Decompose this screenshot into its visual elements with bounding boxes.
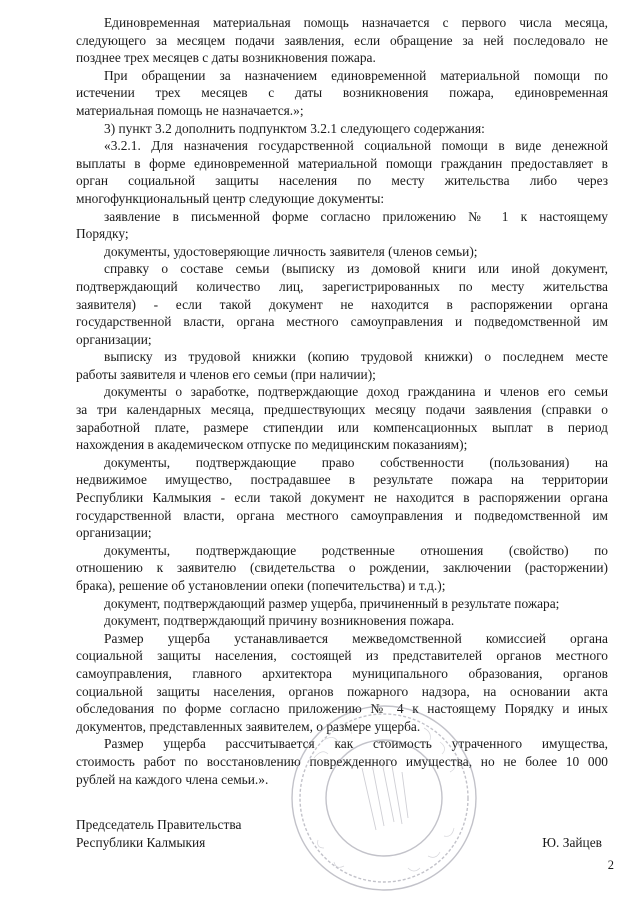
paragraph-line: выписку из трудовой книжки (копию трудовой книжки) о последнем месте [104,349,608,365]
signatory-position-line1: Председатель Правительства [76,817,242,832]
paragraph-line: самоуправления, главного архитектора муниципального образования, органов [76,665,608,681]
paragraph-line: заявителя) - если такой документ не находится в распоряжении органа [76,296,608,312]
paragraph-line: государственной власти, органа местного самоуправления и подведомственной им [76,507,608,523]
paragraph-line: документ, подтверждающий размер ущерба, причиненный в результате пожара; [104,595,560,611]
paragraph-line: выплаты в форме единовременной материальной помощи гражданин предоставляет в [76,155,608,171]
paragraph-line: организации; [76,331,152,347]
paragraph-line: Размер ущерба рассчитывается как стоимость утраченного имущества, [104,736,608,752]
paragraph-line: государственной власти, органа местного самоуправления и подведомственной им [76,314,608,330]
paragraph-line: заявление в письменной форме согласно приложению № 1 к настоящему [104,208,608,224]
paragraph-line: документы, подтверждающие право собственности (пользования) на [104,454,608,470]
official-seal-stamp [284,698,484,898]
paragraph-line: отношению к заявителю (свидетельства о рождении, заключении (расторжении) [76,560,608,576]
document-body [76,14,608,788]
paragraph-line: Единовременная материальная помощь назначается с первого числа месяца, [104,15,608,30]
paragraph-line: заработной плате, размере стипендии или компенсационных выплат в период [76,419,608,435]
paragraph-line: Размер ущерба устанавливается межведомственной комиссией органа [104,630,608,646]
paragraph-line: за три календарных месяца, предшествующих месяцу подачи заявления (справки о [76,402,608,418]
paragraph-line: позднее трех месяцев с даты возникновения пожара. [76,50,376,66]
paragraph-line: орган социальной защиты населения по месту жительства либо через [76,173,608,189]
signatory-position-line2: Республики Калмыкия [76,834,206,850]
paragraph-line: работы заявителя и членов его семьи (при наличии); [76,366,376,382]
paragraph-line: документы о заработке, подтверждающие доход гражданина и членов его семьи [104,384,608,400]
paragraph-line: 3) пункт 3.2 дополнить подпунктом 3.2.1 следующего содержания: [104,120,485,136]
paragraph-line: При обращении за назначением единовременной материальной помощи по [104,67,608,83]
paragraph-line: справку о составе семьи (выписку из домовой книги или иной документ, [104,261,608,277]
signature-block [76,816,608,851]
paragraph-line: подтверждающий количество лиц, зарегистрированных по месту жительства [76,278,608,294]
paragraph-line: обследования по форме согласно приложению № 4 к настоящему Порядку и иных [76,701,608,717]
paragraph-line: Порядку; [76,226,129,242]
paragraph-line: «3.2.1. Для назначения государственной социальной помощи в виде денежной [104,138,608,154]
paragraph-line: нахождения в академическом отпуске по медицинским показаниям); [76,437,468,453]
paragraph-line: брака), решение об установлении опеки (попечительства) и т.д.); [76,578,446,593]
paragraph-line: стоимость работ по восстановлению поврежденного имущества, но не более 10 000 [76,753,608,769]
paragraph-line: документы, подтверждающие родственные отношения (свойство) по [104,542,608,558]
paragraph-line: материальная помощь не назначается.»; [76,102,304,118]
paragraph-line: Республики Калмыкия - если такой документ не находится в распоряжении органа [76,490,608,506]
signatory-name: Ю. Зайцев [542,834,602,850]
paragraph-line: рублей на каждого члена семьи.». [76,771,269,787]
paragraph-line: документы, удостоверяющие личность заявителя (членов семьи); [104,243,478,259]
paragraph-line: документ, подтверждающий причину возникновения пожара. [104,613,455,629]
paragraph-line: социальной защиты населения, органов пожарного надзора, на основании акта [76,683,608,699]
paragraph-line: недвижимое имущество, пострадавшее в результате пожара на территории [76,472,608,488]
page-number: 2 [607,858,614,872]
paragraph-line: документов, представленных заявителем, о размере ущерба. [76,718,421,734]
paragraph-line: следующего за месяцем подачи заявления, если обращение за ней последовало не [76,32,608,48]
paragraph-line: организации; [76,525,152,541]
paragraph-line: многофункциональный центр следующие документы: [76,190,385,206]
paragraph-line: истечении трех месяцев с даты возникновения пожара, единовременная [76,85,608,101]
paragraph-line: социальной защиты населения, состоящей из представителей органов местного [76,648,608,664]
